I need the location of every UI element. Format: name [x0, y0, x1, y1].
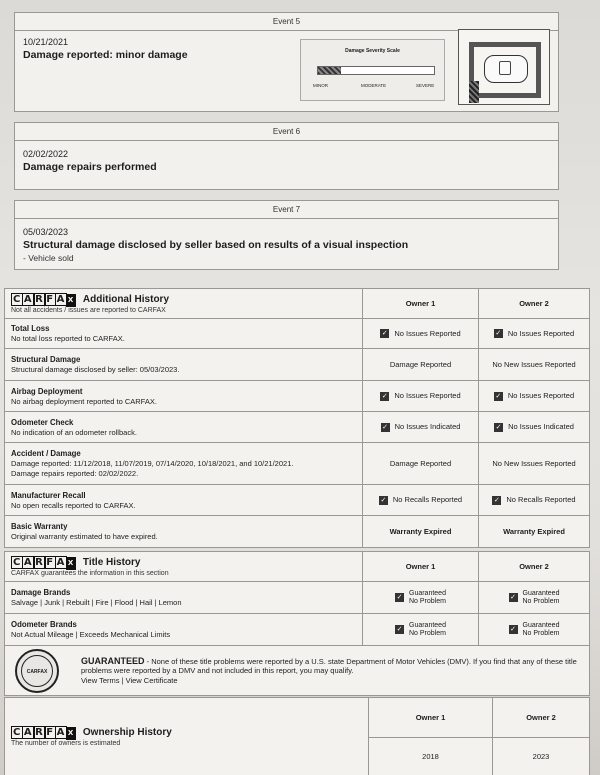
history-row-airbag	[5, 381, 590, 412]
row-description: Not Actual Mileage | Exceeds Mechanical Limits	[11, 630, 171, 639]
checkbox-icon: ✓	[493, 496, 500, 504]
owner-2-header: Owner 2	[493, 698, 590, 738]
event-date: 10/21/2021	[23, 37, 69, 47]
ownership-heading	[5, 698, 369, 775]
owner-1-status: ✓ No Recalls Reported	[363, 485, 479, 516]
event-subnote: - Vehicle sold	[23, 253, 74, 263]
owner-2-status: No New Issues Reported	[479, 349, 590, 381]
owner-1-status: ✓ No Issues Indicated	[363, 412, 479, 443]
row-label: Total Loss	[11, 324, 50, 333]
history-row-structural-damage	[5, 349, 590, 381]
row-label: Odometer Check	[11, 417, 74, 427]
row-description: Salvage | Junk | Rebuilt | Fire | Flood | Hail | Lemon	[11, 598, 182, 607]
owner-2-header: Owner 2	[479, 289, 590, 319]
section-note: CARFAX guarantees the information in this section	[11, 570, 169, 577]
title-history-header-row	[5, 552, 590, 582]
owner-1-year: 2018	[369, 738, 493, 775]
checkbox-icon: ✓	[381, 330, 388, 338]
owner-2-status: Warranty Expired	[479, 516, 590, 548]
carfax-logo: C A R F A X	[13, 294, 75, 305]
event-date: 05/03/2023	[23, 227, 69, 237]
owner-1-status: Damage Reported	[363, 349, 479, 381]
row-description: No indication of an odometer rollback.	[11, 427, 137, 437]
owner-2-guarantee: ✓Guaranteed No Problem	[479, 582, 590, 614]
owner-1-status: Damage Reported	[363, 443, 479, 485]
additional-history-header-row	[5, 289, 590, 319]
checkbox-icon: ✓	[396, 626, 403, 633]
owner-2-status: ✓ No Issues Reported	[479, 381, 590, 412]
owner-1-header: Owner 1	[369, 698, 493, 738]
section-title: Additional History	[82, 293, 170, 305]
damage-area-marker	[469, 81, 479, 103]
history-row-odometer	[5, 412, 590, 443]
event-header: Event 7	[15, 201, 558, 219]
title-history-table	[4, 551, 590, 696]
owner-2-status: No New Issues Reported	[479, 443, 590, 485]
row-label: Odometer Brands	[11, 620, 77, 629]
event-7-card	[14, 200, 559, 270]
checkbox-icon: ✓	[510, 594, 516, 601]
severity-title: Damage Severity Scale	[345, 48, 400, 54]
event-title: Structural damage disclosed by seller based on results of a visual inspection	[23, 239, 409, 251]
row-label: Damage Brands	[11, 588, 71, 597]
checkbox-icon: ✓	[495, 392, 502, 400]
owner-1-guarantee: ✓Guaranteed No Problem	[363, 614, 479, 646]
event-5-card	[14, 12, 559, 112]
row-label: Structural Damage	[11, 355, 81, 364]
severity-minor-label: MINOR	[313, 83, 328, 88]
event-header: Event 6	[15, 123, 558, 141]
row-description: Structural damage disclosed by seller: 05/03/2023.	[11, 365, 180, 374]
row-label: Accident / Damage	[11, 449, 81, 458]
additional-history-heading	[5, 289, 363, 319]
row-description: No total loss reported to CARFAX.	[11, 334, 125, 343]
history-row-total-loss	[5, 319, 590, 349]
owner-2-guarantee: ✓Guaranteed No Problem	[479, 614, 590, 646]
car-icon	[484, 55, 528, 83]
row-label: Airbag Deployment	[11, 386, 83, 396]
diagram-frame	[469, 42, 541, 98]
additional-history-table	[4, 288, 590, 548]
section-note: The number of owners is estimated	[11, 740, 121, 747]
owner-1-header: Owner 1	[363, 552, 479, 582]
severity-fill	[318, 67, 341, 74]
row-label: Manufacturer Recall	[11, 490, 86, 500]
history-row-warranty	[5, 516, 590, 548]
event-6-card	[14, 122, 559, 190]
ownership-header-row	[5, 698, 590, 738]
row-description: Original warranty estimated to have expired.	[11, 532, 158, 541]
title-row-damage-brands	[5, 582, 590, 614]
row-description: Damage reported: 11/12/2018, 11/07/2019, 07/14/2020, 10/18/2021, and 10/21/2021.	[11, 459, 294, 468]
event-date: 02/02/2022	[23, 149, 69, 159]
section-title: Title History	[82, 556, 141, 568]
owner-2-status: ✓ No Recalls Reported	[479, 485, 590, 516]
owner-2-status: ✓ No Issues Indicated	[479, 412, 590, 443]
owner-1-status: ✓ No Issues Reported	[363, 319, 479, 349]
vehicle-damage-diagram	[458, 29, 550, 105]
owner-1-status: ✓ No Issues Reported	[363, 381, 479, 412]
guarantee-text: - None of these title problems were reported by a U.S. state Department of Motor Vehicles (DMV). If you find that any of these title problems were reported by a DMV and not included in this report, you may qualify.	[81, 656, 577, 675]
owner-1-status: Warranty Expired	[363, 516, 479, 548]
checkbox-icon: ✓	[396, 594, 403, 601]
row-label: Basic Warranty	[11, 522, 68, 531]
checkbox-icon: ✓	[380, 496, 387, 504]
severity-severe-label: SEVERE	[416, 83, 435, 88]
history-row-accident-damage	[5, 443, 590, 485]
event-header: Event 5	[15, 13, 558, 31]
severity-moderate-label: MODERATE	[361, 83, 387, 88]
ownership-history-table	[4, 697, 590, 775]
checkbox-icon: ✓	[382, 423, 388, 431]
section-note: Not all accidents / issues are reported to CARFAX	[11, 307, 166, 314]
guarantee-notice	[5, 646, 590, 696]
carfax-logo: C A R F A X	[13, 557, 75, 568]
carfax-logo: C A R F A X	[13, 727, 75, 738]
owner-1-guarantee: ✓Guaranteed No Problem	[363, 582, 479, 614]
checkbox-icon: ✓	[381, 392, 388, 400]
severity-bar	[317, 66, 435, 75]
owner-2-status: ✓ No Issues Reported	[479, 319, 590, 349]
event-title: Damage repairs performed	[23, 161, 157, 173]
carfax-guarantee-seal-icon: CARFAX	[15, 649, 59, 693]
checkbox-icon: ✓	[495, 423, 502, 431]
checkbox-icon: ✓	[495, 330, 502, 338]
row-description-2: Damage repairs reported: 02/02/2022.	[11, 469, 139, 478]
checkbox-icon: ✓	[510, 626, 516, 633]
guarantee-links[interactable]: View Terms | View Certificate	[81, 675, 178, 685]
owner-2-year: 2023	[493, 738, 590, 775]
owner-2-header: Owner 2	[479, 552, 590, 582]
title-row-odometer-brands	[5, 614, 590, 646]
guarantee-heading: GUARANTEED	[81, 655, 145, 666]
damage-severity-scale	[300, 39, 445, 101]
owner-1-header: Owner 1	[363, 289, 479, 319]
guarantee-row	[5, 646, 590, 696]
row-description: No airbag deployment reported to CARFAX.	[11, 396, 157, 406]
event-title: Damage reported: minor damage	[23, 49, 188, 61]
section-title: Ownership History	[82, 726, 172, 738]
history-row-recall	[5, 485, 590, 516]
row-description: No open recalls reported to CARFAX.	[11, 500, 136, 510]
title-history-heading	[5, 552, 363, 582]
